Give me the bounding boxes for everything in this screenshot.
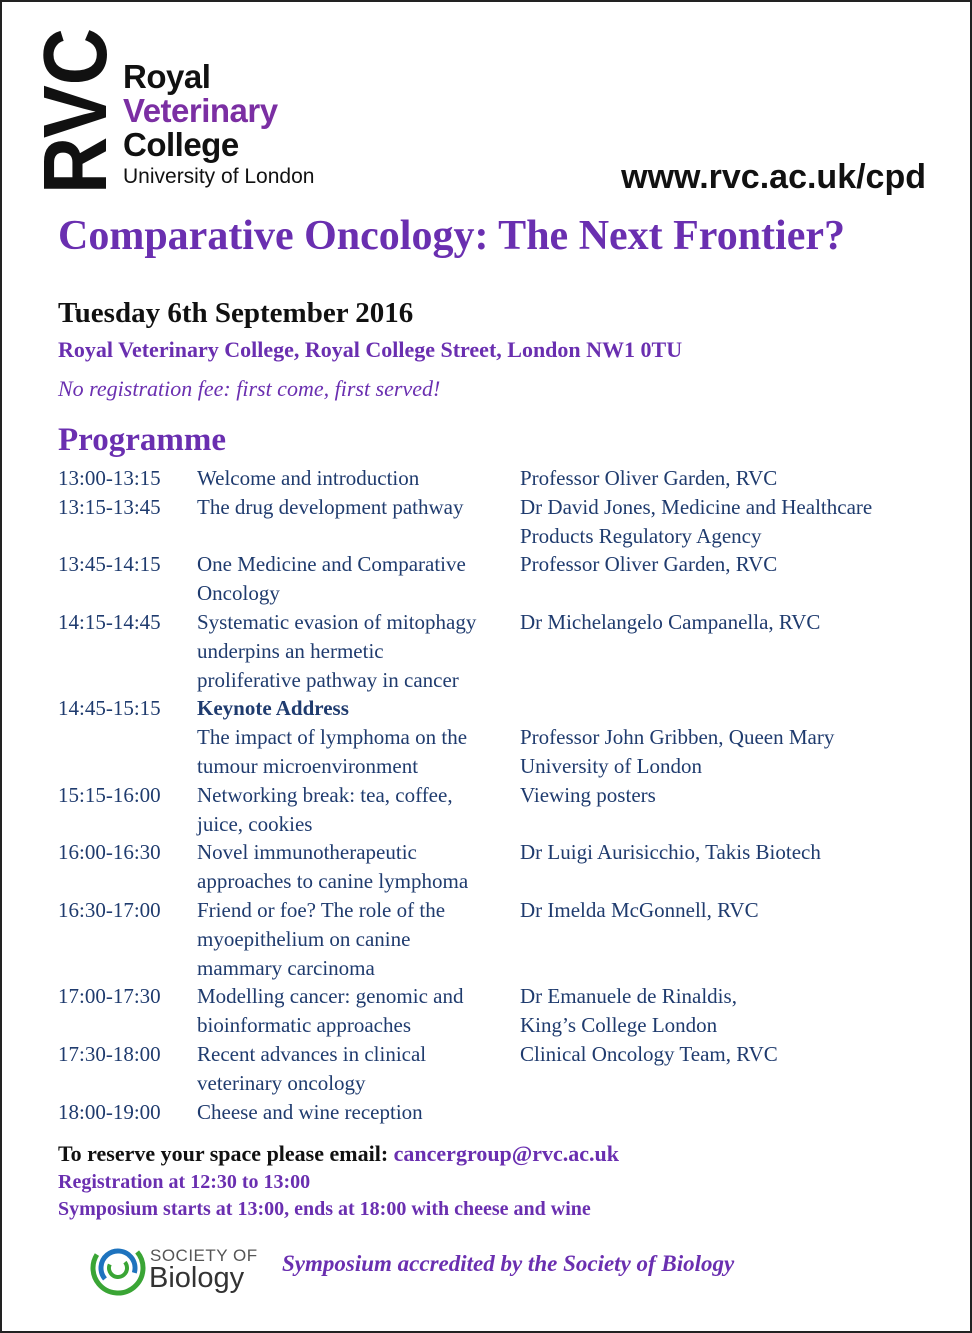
talk-line: underpins an hermetic [197, 638, 384, 663]
sob-bottom-text: Biology [149, 1262, 245, 1294]
programme-speaker [520, 493, 938, 551]
programme-speaker [520, 982, 938, 1040]
website-url: www.rvc.ac.uk/cpd [621, 158, 926, 196]
talk-line: Networking break: tea, coffee, [197, 782, 453, 807]
programme-time: 16:30-17:00 [58, 897, 161, 922]
reserve-line [58, 1141, 619, 1167]
programme-talk [197, 550, 520, 608]
speaker-line: Products Regulatory Agency [520, 523, 762, 548]
accreditation-note: Symposium accredited by the Society of Biology [282, 1251, 735, 1276]
society-of-biology-icon [88, 1238, 148, 1298]
talk-line: One Medicine and Comparative [197, 552, 466, 577]
programme-time: 17:00-17:30 [58, 984, 161, 1009]
talk-line: myoepithelium on canine [197, 926, 411, 951]
talk-line: mammary carcinoma [197, 955, 375, 980]
speaker-line: University of London [520, 753, 702, 778]
talk-line: The drug development pathway [197, 494, 464, 519]
speaker-line: Professor John Gribben, Queen Mary [520, 725, 835, 750]
programme-talk [197, 781, 520, 839]
speaker-line: Professor Oliver Garden, RVC [520, 552, 778, 577]
programme-row [58, 982, 938, 1040]
programme-talk [197, 608, 520, 694]
rvc-logo-letters: RVC [26, 5, 126, 194]
registration-time: Registration at 12:30 to 13:00 [58, 1171, 311, 1193]
programme-time [58, 723, 197, 781]
event-title: Comparative Oncology: The Next Frontier? [58, 213, 845, 259]
programme-speaker [520, 694, 938, 723]
talk-line: juice, cookies [197, 811, 313, 836]
programme-table [58, 464, 938, 1126]
programme-row [58, 838, 938, 896]
speaker-line: Clinical Oncology Team, RVC [520, 1041, 778, 1066]
programme-time: 13:45-14:15 [58, 552, 161, 577]
programme-talk [197, 464, 520, 493]
programme-talk [197, 493, 520, 551]
programme-row [58, 1098, 938, 1127]
programme-speaker [520, 838, 938, 896]
programme-time: 17:30-18:00 [58, 1041, 161, 1066]
programme-row [58, 493, 938, 551]
programme-row [58, 1040, 938, 1098]
programme-heading: Programme [58, 422, 226, 458]
event-date: Tuesday 6th September 2016 [58, 297, 414, 329]
talk-line: bioinformatic approaches [197, 1013, 411, 1038]
rvc-logo-mark [26, 5, 126, 196]
speaker-line: Dr Emanuele de Rinaldis, [520, 984, 737, 1009]
programme-row [58, 896, 938, 982]
programme-talk [197, 723, 520, 781]
programme-time: 18:00-19:00 [58, 1099, 161, 1124]
rvc-wordmark [123, 60, 314, 190]
programme-talk [197, 694, 520, 723]
programme-row [58, 464, 938, 493]
programme-time: 13:15-13:45 [58, 494, 161, 519]
speaker-line: Viewing posters [520, 782, 656, 807]
speaker-line: Dr Michelangelo Campanella, RVC [520, 609, 821, 634]
programme-time: 15:15-16:00 [58, 782, 161, 807]
talk-line: The impact of lymphoma on the [197, 725, 468, 750]
logo-veterinary: Veterinary [123, 92, 278, 129]
event-venue: Royal Veterinary College, Royal College Street, London NW1 0TU [58, 337, 683, 362]
programme-talk [197, 838, 520, 896]
speaker-line: Dr Imelda McGonnell, RVC [520, 897, 759, 922]
talk-line: Oncology [197, 581, 280, 606]
speaker-line: Dr David Jones, Medicine and Healthcare [520, 494, 873, 519]
programme-time: 14:15-14:45 [58, 609, 161, 634]
programme-speaker [520, 781, 938, 839]
programme-speaker [520, 1040, 938, 1098]
programme-row [58, 781, 938, 839]
programme-row [58, 608, 938, 694]
talk-line: Welcome and introduction [197, 466, 420, 490]
programme-speaker [520, 464, 938, 493]
programme-speaker [520, 550, 938, 608]
sob-top-text: SOCIETY OF [150, 1246, 258, 1265]
logo-university: University of London [123, 165, 315, 188]
programme-row [58, 694, 938, 723]
programme-row [58, 550, 938, 608]
logo-royal: Royal [123, 58, 211, 95]
talk-line: Friend or foe? The role of the [197, 897, 446, 922]
programme-speaker [520, 723, 938, 781]
reserve-label: To reserve your space please email: [58, 1141, 389, 1166]
programme-row [58, 723, 938, 781]
speaker-line: King’s College London [520, 1013, 718, 1038]
talk-line: tumour microenvironment [197, 753, 419, 778]
symposium-time: Symposium starts at 13:00, ends at 18:00 with cheese and wine [58, 1198, 591, 1220]
programme-speaker [520, 896, 938, 982]
programme-speaker [520, 608, 938, 694]
programme-time: 14:45-15:15 [58, 696, 161, 721]
talk-line: Systematic evasion of mitophagy [197, 609, 477, 634]
talk-line: Modelling cancer: genomic and [197, 984, 464, 1009]
talk-line: Keynote Address [197, 696, 349, 721]
programme-speaker [520, 1098, 938, 1127]
talk-line: Recent advances in clinical [197, 1041, 427, 1066]
talk-line: approaches to canine lymphoma [197, 869, 469, 894]
programme-time: 13:00-13:15 [58, 466, 161, 490]
talk-line: proliferative pathway in cancer [197, 667, 459, 692]
talk-line: veterinary oncology [197, 1070, 366, 1095]
speaker-line: Professor Oliver Garden, RVC [520, 466, 778, 490]
talk-line: Cheese and wine reception [197, 1099, 423, 1124]
programme-talk [197, 1098, 520, 1127]
programme-talk [197, 896, 520, 982]
speaker-line: Dr Luigi Aurisicchio, Takis Biotech [520, 840, 821, 865]
fee-note: No registration fee: first come, first served! [58, 376, 441, 401]
reserve-email-link[interactable]: cancergroup@rvc.ac.uk [393, 1141, 620, 1166]
logo-college: College [123, 126, 239, 163]
programme-talk [197, 1040, 520, 1098]
programme-talk [197, 982, 520, 1040]
society-of-biology-logo [88, 1238, 260, 1302]
programme-time: 16:00-16:30 [58, 840, 161, 865]
talk-line: Novel immunotherapeutic [197, 840, 417, 865]
